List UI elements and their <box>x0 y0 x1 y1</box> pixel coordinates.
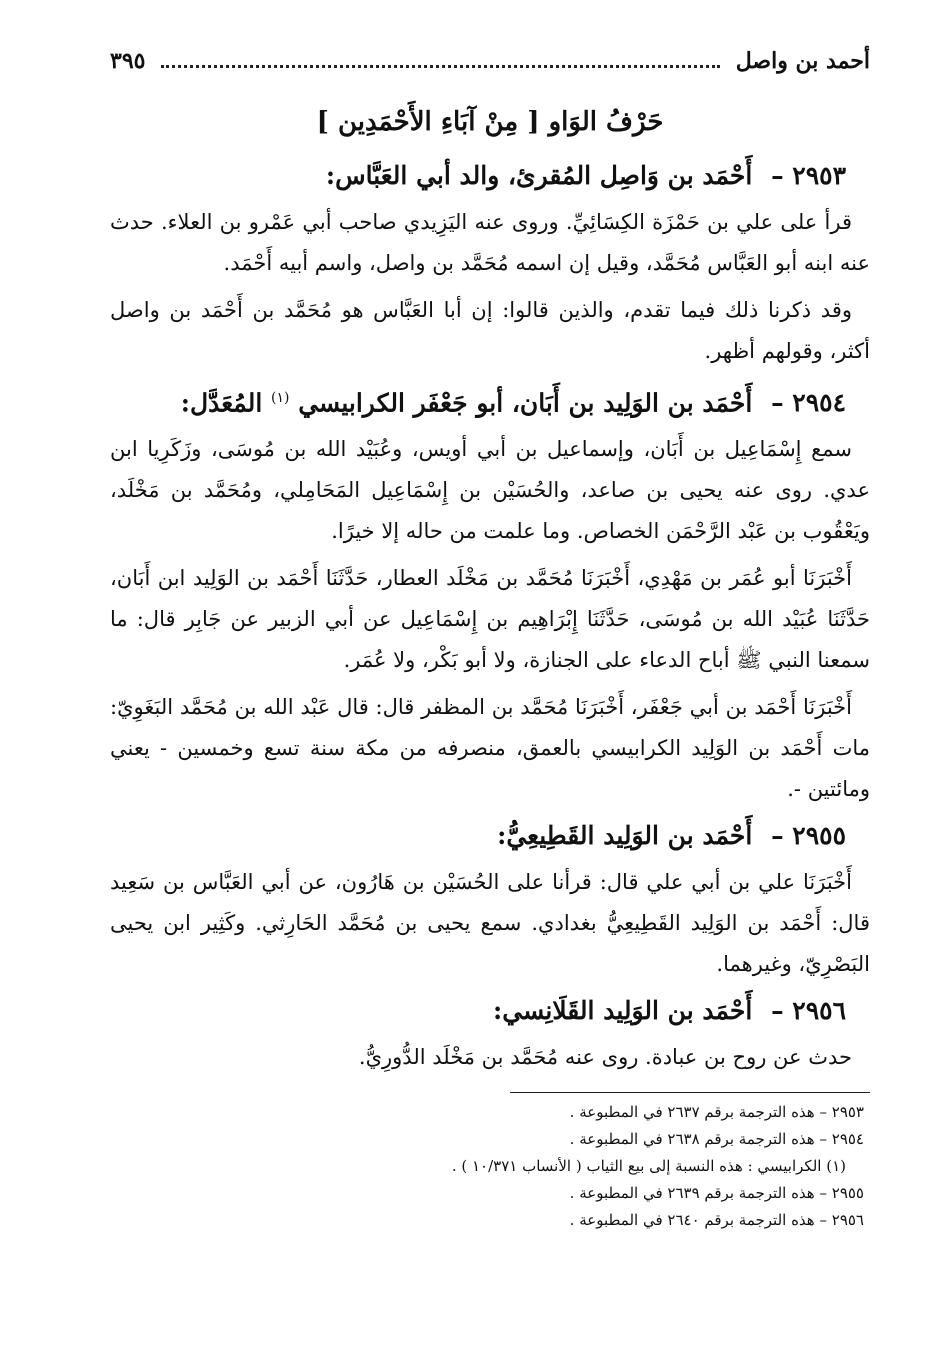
entry-number: ٢٩٥٥ – <box>771 821 846 851</box>
page-number: ٣٩٥ <box>110 48 146 74</box>
footnote-2953: ٢٩٥٣ – هذه الترجمة برقم ٢٦٣٧ في المطبوعة . <box>569 1103 864 1122</box>
entry-number: ٢٩٥٦ – <box>771 996 846 1026</box>
entry-name: أَحْمَد بن الوَلِيد القَطِيعِيُّ: <box>497 821 753 851</box>
entry-paragraph: أَخْبَرَنَا أَحْمَد بن أبي جَعْفَر، أَخْبَرَنَا مُحَمَّد بن المظفر قال: قال عَبْد الله بن مُحَمَّد البَغَوِيّ: مات أَحْمَد بن الوَلِيد الكرابيسي بالعمق، منصرفه من مكة سنة تسع وخمسين - يعني ومائتين -. <box>110 695 870 802</box>
entry-paragraph: أَخْبَرَنَا أبو عُمَر بن مَهْدِي، أَخْبَرَنَا مُحَمَّد بن مَخْلَد العطار، حَدَّثَنَا أَحْمَد بن الوَلِيد ابن أَبَان، حَدَّثَنَا عُبَيْد الله بن مُوسَى، حَدَّثَنَا إِبْرَاهِيم بن إِسْمَاعِيل عن أبي الزبير عن جَابِر قال: ما سمعنا النبي ﷺ أباح الدعاء على الجنازة، ولا أبو بَكْر، ولا عُمَر. <box>110 566 870 673</box>
entry-name: أَحْمَد بن وَاصِل المُقرئ، والد أبي العَبَّاس: <box>325 161 753 190</box>
entry-paragraph: وقد ذكرنا ذلك فيما تقدم، والذين قالوا: إن أبا العَبَّاس هو مُحَمَّد بن أَحْمَد بن واصل أكثر، وقولهم أظهر. <box>110 298 870 363</box>
footnote-2955: ٢٩٥٥ – هذه الترجمة برقم ٢٦٣٩ في المطبوعة . <box>569 1184 864 1203</box>
entry-paragraph: قرأ على علي بن حَمْزَة الكِسَائِيِّ. وروى عنه اليَزِيدي صاحب أبي عَمْرو بن العلاء. حدث عنه ابنه أبو العَبَّاس مُحَمَّد، وقيل إن اسمه مُحَمَّد بن واصل، واسم أبيه أَحْمَد. <box>110 210 870 275</box>
entry-2955 <box>110 810 870 985</box>
entry-2954 <box>110 372 870 810</box>
entry-paragraph: سمع إِسْمَاعِيل بن أَبَان، وإسماعيل بن أبي أويس، وعُبَيْد الله بن مُوسَى، وزَكَرِيا ابن عدي. روى عنه يحيى بن صاعد، والحُسَيْن بن إِسْمَاعِيل المَحَامِلي، ومُحَمَّد بن مَخْلَد، ويَعْقُوب بن عَبْد الرَّحْمَن الخصاص. وما علمت من حاله إلا خيرًا. <box>110 437 870 544</box>
running-head-title: أحمد بن واصل <box>735 48 870 74</box>
entry-heading <box>110 372 870 429</box>
entry-name: أَحْمَد بن الوَلِيد القَلَانِسي: <box>493 996 753 1026</box>
entry-2953 <box>110 150 870 372</box>
entry-heading <box>110 150 870 202</box>
footnote-1: (١) الكرابيسي : هذه النسبة إلى بيع الثياب ( الأنساب ١٠/٣٧١ ) . <box>451 1157 846 1176</box>
entry-number: ٢٩٥٤ – <box>771 388 846 418</box>
footnote-2956: ٢٩٥٦ – هذه الترجمة برقم ٢٦٤٠ في المطبوعة . <box>569 1211 864 1230</box>
entry-2956 <box>110 985 870 1078</box>
entry-number: ٢٩٥٣ – <box>771 161 846 190</box>
entry-name-tail: المُعَدَّل: <box>180 388 263 418</box>
section-title: حَرْفُ الوَاو [ مِنْ آبَاءِ الأَحْمَدِين ] <box>316 107 664 137</box>
footnote-separator <box>510 1092 870 1093</box>
running-head <box>110 48 870 90</box>
footnotes <box>110 1099 870 1234</box>
entry-paragraph: حدث عن روح بن عبادة. روى عنه مُحَمَّد بن مَخْلَد الدُّورِيُّ. <box>358 1045 852 1070</box>
footnote-2954: ٢٩٥٤ – هذه الترجمة برقم ٢٦٣٨ في المطبوعة . <box>569 1130 864 1149</box>
entry-heading <box>110 810 870 862</box>
footnote-marker: (١) <box>271 390 290 406</box>
entry-name: أَحْمَد بن الوَلِيد بن أَبَان، أبو جَعْفَر الكرابيسي <box>298 388 753 418</box>
entry-paragraph: أَخْبَرَنَا علي بن أبي علي قال: قرأنا على الحُسَيْن بن هَارُون، عن أبي العَبَّاس بن سَعِيد قال: أَحْمَد بن الوَلِيد القَطِيعِيُّ بغدادي. سمع يحيى بن مُحَمَّد الحَارِثي. وكَثِير ابن يحيى البَصْرِيّ، وغيرهما. <box>110 870 870 977</box>
leader-dots <box>161 65 719 68</box>
entry-heading <box>110 985 870 1037</box>
book-page <box>110 48 870 1234</box>
